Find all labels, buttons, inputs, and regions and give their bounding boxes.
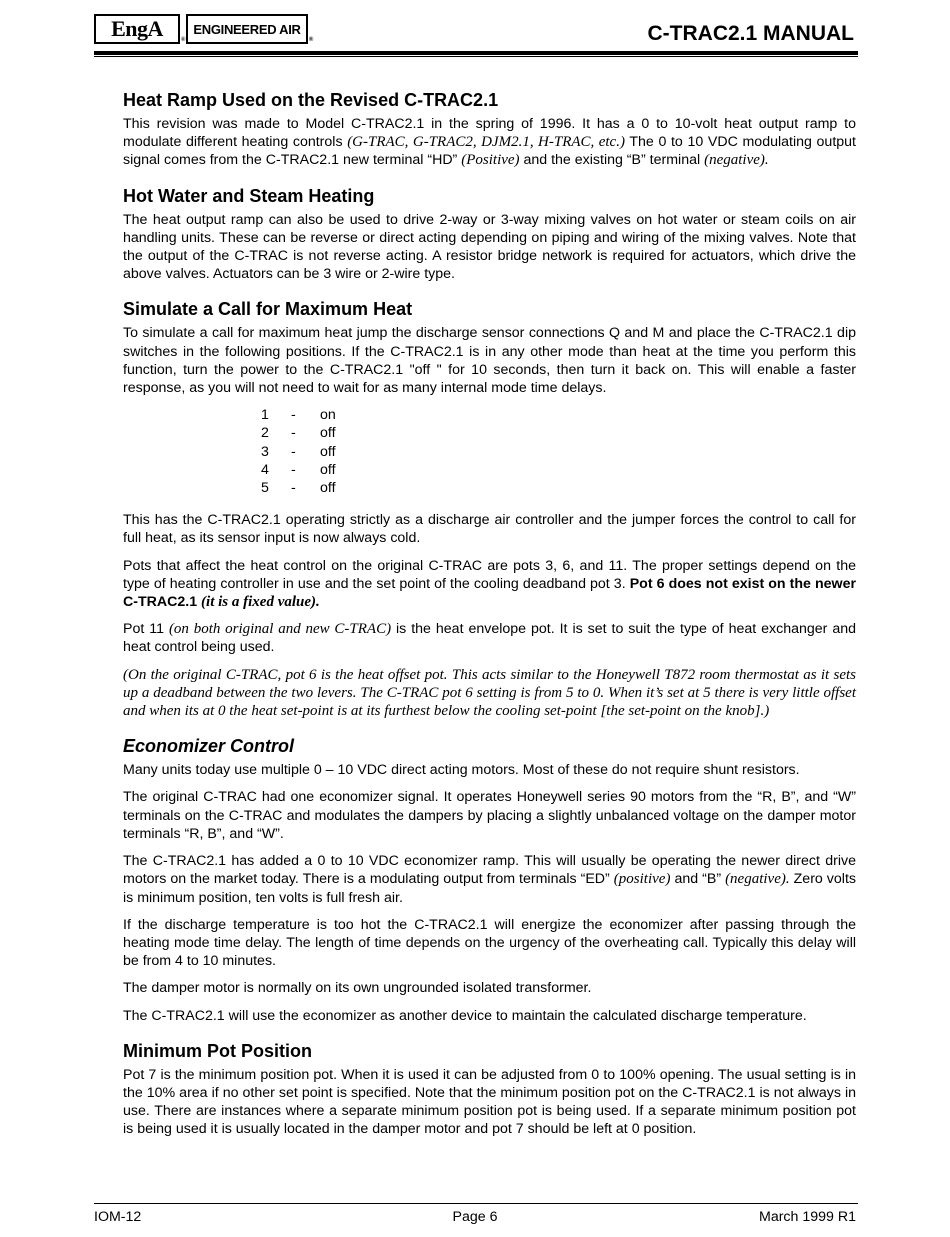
engineered-air-logo-text: ENGINEERED AIR — [193, 21, 301, 37]
manual-title: C-TRAC2.1 MANUAL — [647, 22, 854, 45]
section-hot-water — [123, 184, 856, 284]
paragraph: The C-TRAC2.1 has added a 0 to 10 VDC economizer ramp. This will usually be operating the newer direct drive motors on the market today. There is a modulating output from terminals “ED” (positive) and “B” (negative). Zero volts is minimum position, ten volts is full fresh air. — [123, 853, 856, 906]
section-heat-ramp — [123, 88, 856, 170]
footer-date: March 1999 R1 — [759, 1209, 856, 1225]
paragraph: This revision was made to Model C-TRAC2.1 in the spring of 1996. It has a 0 to 10-volt heat output ramp to modulate different heating controls (G-TRAC, G-TRAC2, DJM2.1, H-TRAC, etc.) The 0 to 10 VDC modulating output signal comes from the C-TRAC2.1 new terminal “HD” (Positive) and the existing “B” terminal (negative). — [123, 116, 856, 169]
section-simulate — [123, 297, 856, 720]
dip-switch-row: 2 - off — [261, 425, 336, 442]
paragraph: The C-TRAC2.1 will use the economizer as another device to maintain the calculated discharge temperature. — [123, 1007, 807, 1024]
dip-switch-list — [261, 406, 856, 497]
footer-doc-id: IOM-12 — [94, 1209, 142, 1225]
footer-page-number: Page 6 — [452, 1209, 498, 1225]
heading-simulate: Simulate a Call for Maximum Heat — [123, 299, 413, 320]
paragraph: Pot 7 is the minimum position pot. When it is used it can be adjusted from 0 to 100% opening. The usual setting is in the 10% area if no other set point is specified. Note that the minimum position pot on the C-TRAC2.1 is not always in use. There are instances where a separate minimum position pot is being used. If a separate minimum position pot is being used it is usually located in the damper motor and pot 7 should be left at 0 position. — [123, 1066, 856, 1138]
section-economizer — [123, 734, 856, 1024]
enga-logo-text: EngA — [111, 16, 163, 41]
paragraph: The damper motor is normally on its own ungrounded isolated transformer. — [123, 980, 592, 997]
paragraph: Many units today use multiple 0 – 10 VDC direct acting motors. Most of these do not require shunt resistors. — [123, 762, 800, 779]
heading-hot-water: Hot Water and Steam Heating — [123, 185, 375, 206]
paragraph: Pot 11 (on both original and new C-TRAC) is the heat envelope pot. It is set to suit the type of heat exchanger and heat control being used. — [123, 621, 857, 656]
dip-switch-row: 3 - off — [261, 443, 336, 460]
header-rule-thin — [94, 56, 858, 57]
heading-min-pot: Minimum Pot Position — [123, 1040, 312, 1061]
footer-rule — [94, 1203, 858, 1204]
page-header — [94, 12, 858, 56]
paragraph: Pots that affect the heat control on the original C-TRAC are pots 3, 6, and 11. The proper settings depend on the type of heating controller in use and the set point of the cooling deadband pot 3. Pot 6 does not exist on the newer C-TRAC2.1 (it is a fixed value). — [123, 557, 856, 611]
dip-switch-row: 4 - off — [261, 461, 336, 478]
engineered-air-logo — [186, 14, 313, 44]
heading-heat-ramp: Heat Ramp Used on the Revised C-TRAC2.1 — [123, 90, 499, 110]
enga-reg-mark: ® — [181, 37, 185, 43]
engineered-air-reg-mark: ® — [308, 37, 313, 43]
dip-switch-row: 1 - on — [261, 407, 336, 424]
enga-logo — [94, 14, 185, 44]
italic-note: (On the original C-TRAC, pot 6 is the heat offset pot. This acts similar to the Honeywell T872 room thermostat as it sets up a deadband between the two levers. The C-TRAC pot 6 setting is from 5 to 0. When it’s set at 5 there is very little offset and when its at 0 the heat set-point is at its furthest below the cooling set-point [the set-point on the knob].) — [123, 666, 856, 720]
paragraph: If the discharge temperature is too hot the C-TRAC2.1 will energize the economizer after passing through the heating mode time delay. The length of time depends on the urgency of the overheating call. Typically this delay will be from 4 to 10 minutes. — [123, 916, 856, 970]
paragraph: This has the C-TRAC2.1 operating strictly as a discharge air controller and the jumper forces the control to call for full heat, as its sensor input is now always cold. — [123, 512, 856, 547]
page-content — [123, 88, 856, 1153]
paragraph: The heat output ramp can also be used to drive 2-way or 3-way mixing valves on hot water or steam coils on air handling units. These can be reverse or direct acting depending on piping and wiring of the mixing valves. Note that the output of the C-TRAC is not reverse acting. A resistor bridge network is required for actuators, which drive the above valves. Actuators can be 3 wire or 2-wire type. — [123, 211, 856, 283]
paragraph: To simulate a call for maximum heat jump the discharge sensor connections Q and M and place the C-TRAC2.1 dip switches in the following positions. If the C-TRAC2.1 is in any other mode than heat at the time you perform this function, turn the power to the C-TRAC2.1 "off " for 10 seconds, then turn it back on. This will enable a faster response, as you will not need to wait for as many internal mode time delays. — [123, 325, 856, 397]
header-rule-thick — [94, 51, 858, 55]
section-min-pot — [123, 1039, 856, 1139]
paragraph: The original C-TRAC had one economizer signal. It operates Honeywell series 90 motors from the “R, B”, and “W” terminals on the C-TRAC and modulates the dampers by placing a slightly unbalanced voltage on the damper motor terminals “R, B”, and “W”. — [123, 789, 856, 842]
heading-economizer: Economizer Control — [123, 736, 295, 757]
dip-switch-row: 5 - off — [261, 480, 336, 497]
